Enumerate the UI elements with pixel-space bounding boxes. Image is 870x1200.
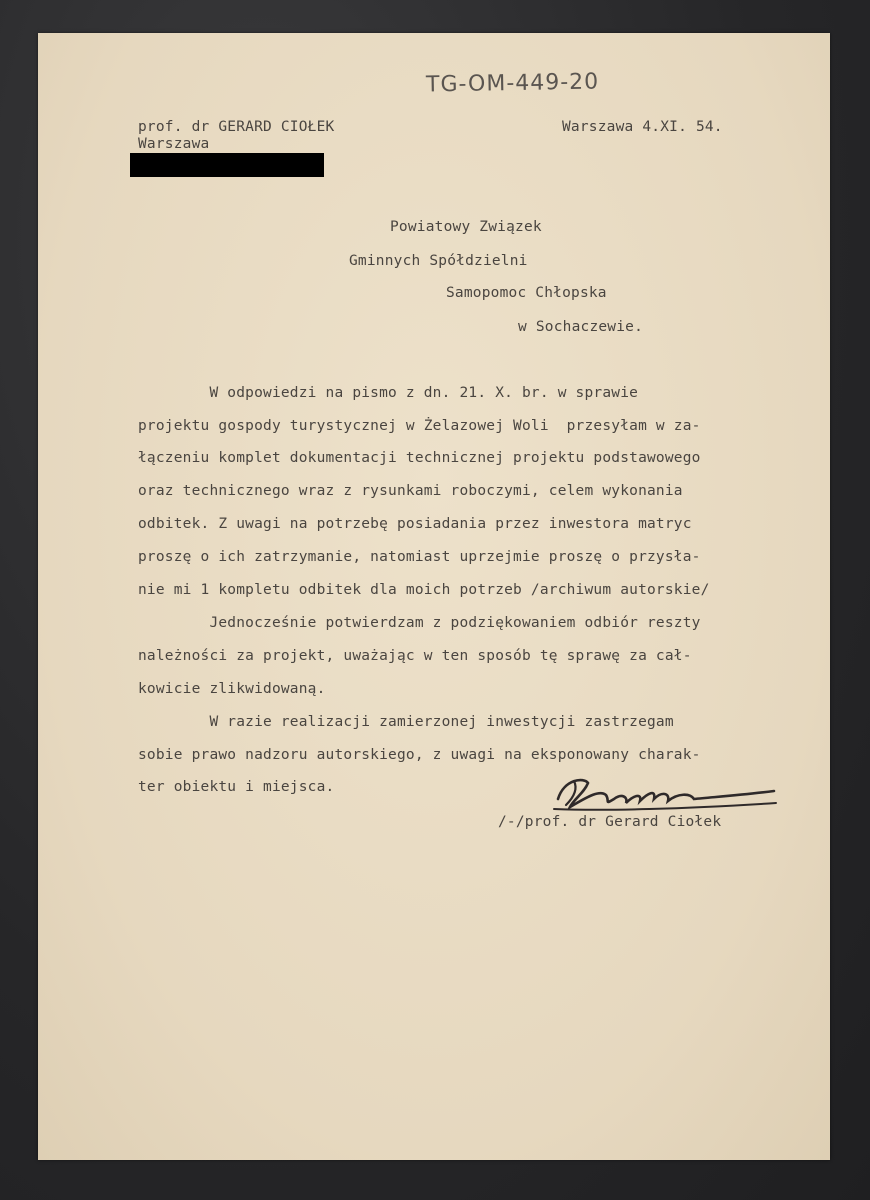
body-line: odbitek. Z uwagi na potrzebę posiadania przez inwestora matryc — [138, 516, 692, 532]
recipient-line: Gminnych Spółdzielni — [349, 253, 528, 269]
body-line: projektu gospody turystycznej w Żelazowej Woli przesyłam w za- — [138, 418, 701, 434]
body-line: łączeniu komplet dokumentacji technicznej projektu podstawowego — [138, 450, 701, 466]
signature-caption: /-/prof. dr Gerard Ciołek — [498, 814, 722, 830]
body-line: Jednocześnie potwierdzam z podziękowaniem odbiór reszty — [138, 615, 701, 631]
body-line: ter obiektu i miejsca. — [138, 779, 335, 795]
body-line: W odpowiedzi na pismo z dn. 21. X. br. w sprawie — [138, 385, 639, 401]
body-line: sobie prawo nadzoru autorskiego, z uwagi na eksponowany charak- — [138, 747, 701, 763]
handwritten-signature — [544, 769, 784, 819]
recipient-line: Powiatowy Związek — [390, 219, 542, 235]
body-line: proszę o ich zatrzymanie, natomiast uprzejmie proszę o przysła- — [138, 549, 701, 565]
body-line: oraz technicznego wraz z rysunkami roboczymi, celem wykonania — [138, 483, 683, 499]
body-line: kowicie zlikwidowaną. — [138, 681, 326, 697]
body-line: nie mi 1 kompletu odbitek dla moich potrzeb /archiwum autorskie/ — [138, 582, 710, 598]
letter-sheet — [38, 33, 830, 1160]
recipient-line: Samopomoc Chłopska — [446, 285, 607, 301]
archive-reference-code: TG-OM-449-20 — [425, 69, 600, 98]
sender-name: prof. dr GERARD CIOŁEK — [138, 119, 335, 135]
sender-city: Warszawa — [138, 136, 210, 152]
recipient-line: w Sochaczewie. — [518, 319, 644, 335]
body-line: W razie realizacji zamierzonej inwestycji zastrzegam — [138, 714, 674, 730]
body-line: należności za projekt, uważając w ten sposób tę sprawę za cał- — [138, 648, 692, 664]
letter-date: Warszawa 4.XI. 54. — [562, 119, 723, 135]
redaction-bar — [130, 153, 324, 177]
